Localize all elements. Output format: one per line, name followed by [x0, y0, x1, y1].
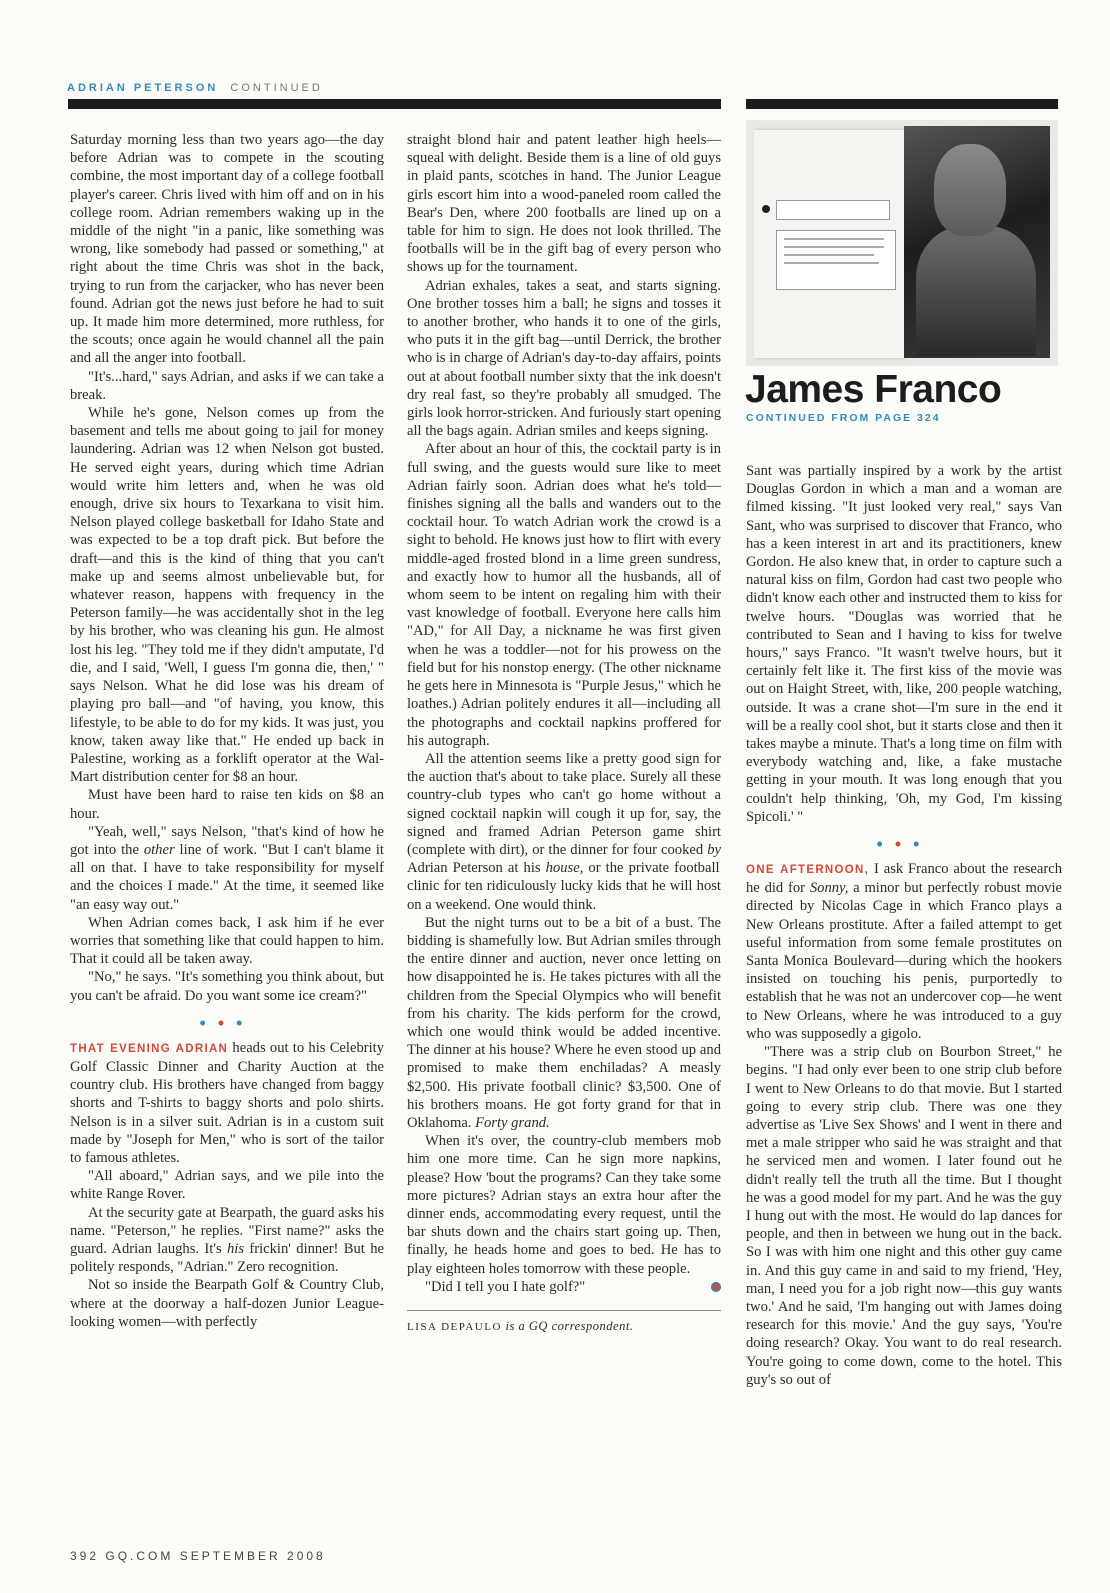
section-divider: •••	[876, 834, 932, 855]
top-rule-right	[746, 99, 1058, 109]
signoff-rule	[407, 1310, 721, 1311]
paragraph: Saturday morning less than two years ago—the day before Adrian was to compete in the scouting combine, the most important day of a college football player's career. Chris lived with him off and on in his college room. Adrian remembers waking up in the middle of the night "in a panic, like something was wrong, like somebody had passed or something," at right about the time Chris was shot in the back, trying to run from the carjacker, who has never been found. Adrian got the news just before he had to suit up. It made him more determined, more ruthless, for the scouts; once again he would channel all the pain and all the anger into football.	[70, 132, 384, 367]
paragraph: "There was a strip club on Bourbon Street," he begins. "I had only ever been to one strip club before I went to New Orleans to do that movie. But I started going to every strip club. There was one they advertise as 'Live Sex Shows' and I went in there and met a male stripper who said he was straight and that he serviced men and women. I later found out he didn't really tell the truth all the time. But I thought he was a good model for my part. And he was the guy I hung out with the most. He would do lap dances for people, and then in between we hung out in the back. So I was with him one night and this other guy came in. And this guy came in and said to my friend, 'Hey, man, I need you for a job right now—this guy wants two.' And he said, 'I'm hanging out with James doing research for this movie.' And the guy says, 'You're doing research? Okay. You want to do real research. You're going to come down, come to the hotel. This guy's so out of	[746, 1044, 1062, 1388]
photo-left-page	[754, 130, 904, 358]
paragraph: "It's...hard," says Adrian, and asks if we can take a break.	[70, 368, 384, 403]
paragraph: "Did I tell you I hate golf?"	[407, 1278, 721, 1296]
paragraph: All the attention seems like a pretty good sign for the auction that's about to take place. Surely all these country-club types who can't go home without a signed cocktail napkin will cough it up for, say, the signed and framed Adrian Peterson game shirt (complete with dirt), or the dinner for four cooked by Adrian Peterson at his house, or the private football clinic for ten ridiculously lucky kids that he will host on a weekend. One would think.	[407, 750, 721, 913]
magazine-spread-photo	[746, 120, 1058, 366]
paragraph: straight blond hair and patent leather high heels—squeal with delight. Beside them is a line of old guys in plaid pants, scotches in hand. The Junior League girls escort him into a wood-paneled room called the Bear's Den, where 200 footballs are lined up on a table for him to sign. He does not look thrilled. The footballs will be in the gift bag of every person who shows up for the tournament.	[407, 132, 721, 276]
paragraph: When it's over, the country-club members mob him one more time. Can he sign more napkins, please? How 'bout the programs? Can they take some more pictures? Adrian stays an extra hour after the dinner ends, accommodating every request, until the bar shuts down and the chairs start going up. Then, finally, he heads home and goes to bed. He has to play eighteen holes tomorrow with these people.	[407, 1133, 721, 1277]
article-column-3	[746, 462, 1062, 1542]
paragraph: After about an hour of this, the cocktail party is in full swing, and the guests would sure like to meet Adrian fairly soon. Adrian does what he's told—finishes signing all the balls and wanders out to the cocktail hour. To watch Adrian work the crowd is a sight to behold. He knows just how to flirt with every middle-aged frosted blond in a lime green sundress, and exactly how to humor all the husbands, all of whom seem to be intent on regaling him with their vast knowledge of football. Everyone here calls him "AD," for All Day, a nickname he was first given when he was a toddler—not for his prowess on the field but for his nonstop energy. (The other nickname he gets here in Minnesota is "Purple Jesus," which he loathes.) Adrian politely endures it all—including all the photographs and cocktail napkins proffered for his autograph.	[407, 441, 721, 749]
section-lead-in: ONE AFTERNOON,	[746, 864, 870, 877]
paragraph: THAT EVENING ADRIAN heads out to his Celebrity Golf Classic Dinner and Charity Auction at the country club. His brothers have changed from baggy shorts and T-shirts to baggy shorts and polo shirts. Nelson is in a silver suit. Adrian is in a custom suit made by "Joseph for Men," who is sort of the tailor to famous athletes.	[70, 1039, 385, 1166]
bomb-icon	[762, 205, 770, 213]
paragraph: "No," he says. "It's something you think about, but you can't be afraid. Do you want some ice cream?"	[70, 969, 384, 1004]
paragraph: Sant was partially inspired by a work by the artist Douglas Gordon in which a man and a woman are filmed kissing. "It just looked very real," says Van Sant, who was surprised to discover that Franco, who has a keen interest in art and its practitioners, knew Gordon. He also knew that, in order to capture such a natural kiss on film, Gordon had cast two people who didn't know each other and instructed them to kiss for twelve hours. "Douglas was worried that he contributed to Sean and I having to kiss for twelve hours," says Franco. "It wasn't twelve hours, but it certainly felt like it. The first kiss of the movie was out on Haight Street, with, like, 200 people watching, outside. It was a crane shot—I'm sure in the end it will be a really cool shot, but it starts close and then it takes maybe a minute. That's a long time on film with everybody watching and, like, a fake mustache getting in your mouth. It was long enough that you couldn't help thinking, 'Oh, my God, I'm kissing Spicoli.' "	[746, 463, 1062, 825]
paragraph: Not so inside the Bearpath Golf & Country Club, where at the doorway a half-dozen Junior League-looking women—with perfectly	[70, 1277, 384, 1330]
paragraph: Adrian exhales, takes a seat, and starts signing. One brother tosses him a ball; he signs and tosses it to another brother, who hands it to one of the girls, who puts it in the gift bag—until Derrick, the brother who is in charge of Adrian's day-to-day affairs, points out at about football number sixty that the ink doesn't dry real fast, so they're probably all smudged. The girls look horror-stricken. And furiously start opening all the bags again. Adrian smiles and keeps signing.	[407, 277, 721, 440]
running-header-name: ADRIAN PETERSON	[67, 82, 219, 94]
paragraph: "All aboard," Adrian says, and we pile into the white Range Rover.	[70, 1168, 384, 1203]
section-lead-in: THAT EVENING ADRIAN	[70, 1042, 229, 1055]
running-header-continued: CONTINUED	[230, 82, 323, 94]
end-mark-icon	[711, 1282, 721, 1292]
paragraph: ONE AFTERNOON, I ask Franco about the research he did for Sonny, a minor but perfectly robust movie directed by Nicolas Cage in which Franco plays a New Orleans prostitute. After a failed attempt to get useful information from some female prostitutes on Santa Monica Boulevard—during which the hookers insisted on touching his penis, purportedly to establish that he was not an undercover cop—he went to New Orleans, where he was introduced to a guy who was supposedly a gigolo.	[746, 861, 1062, 1042]
running-header	[67, 82, 323, 94]
article-column-1	[70, 131, 384, 1331]
paragraph: But the night turns out to be a bit of a bust. The bidding is shamefully low. But Adrian smiles through the entire dinner and auction, never once letting on how disappointed he is. He takes pictures with all the children from the Special Olympics who will benefit from his charity. The kids perform for the crowd, which one would think would be added incentive. The dinner at his house? Where he even stood up and promised to make them enchiladas? A measly $2,500. His private football clinic? $3,500. One of his brothers moans. He got forty grand for that in Oklahoma. Forty grand.	[407, 914, 721, 1131]
paragraph: Must have been hard to raise ten kids on $8 an hour.	[70, 787, 384, 822]
photo-right-page	[904, 126, 1050, 358]
paragraph: While he's gone, Nelson comes up from the basement and tells me about going to jail for money laundering. Adrian was 12 when Nelson got busted. He served eight years, during which time Adrian would write him letters and, when he was old enough, drive six hours to Texarkana to visit him. Nelson played college basketball for Idaho State and was expected to be a top draft pick. But before the draft—and this is the kind of thing that you can't make up and seems almost unbelievable but, for whatever reason, happens with frequency in the Peterson family—he was accidentally shot in the leg by his brother, who was cleaning his gun. He almost lost his leg. "They told me if they didn't amputate, I'd die, and I said, 'Well, I guess I'm gonna die, then,' " says Nelson. What he did lose was his dream of playing pro ball—and "of having, you know, this lifestyle, to be able to do for my kids. It was just, you know, taken away like that." He ended up back in Palestine, working as a forklift operator at the Wal-Mart distribution center for $8 an hour.	[70, 405, 384, 786]
paragraph: When Adrian comes back, I ask him if he ever worries that something like that could happen to him. That it could all be taken away.	[70, 914, 384, 968]
paragraph: "Yeah, well," says Nelson, "that's kind of how he got into the other line of work. "But I can't blame it all on that. I have to take responsibility for myself and the choices I made." At the time, it seemed like "an easy way out."	[70, 823, 384, 913]
section-divider: •••	[199, 1012, 255, 1033]
portrait-head	[934, 144, 1006, 236]
sidebar-title: James Franco	[745, 368, 1002, 411]
author-signoff: LISA DEPAULO is a GQ correspondent.	[407, 1319, 634, 1333]
paragraph: At the security gate at Bearpath, the guard asks his name. "Peterson," he replies. "First name?" asks the guard. Adrian laughs. It's his frickin' dinner! But he politely responds, "Adrian." Zero recognition.	[70, 1204, 384, 1276]
page-footer: 392 GQ.COM SEPTEMBER 2008	[70, 1549, 326, 1563]
top-rule-left	[68, 99, 721, 109]
continued-from-label: CONTINUED FROM PAGE 324	[746, 412, 941, 424]
article-column-2	[407, 131, 721, 1336]
